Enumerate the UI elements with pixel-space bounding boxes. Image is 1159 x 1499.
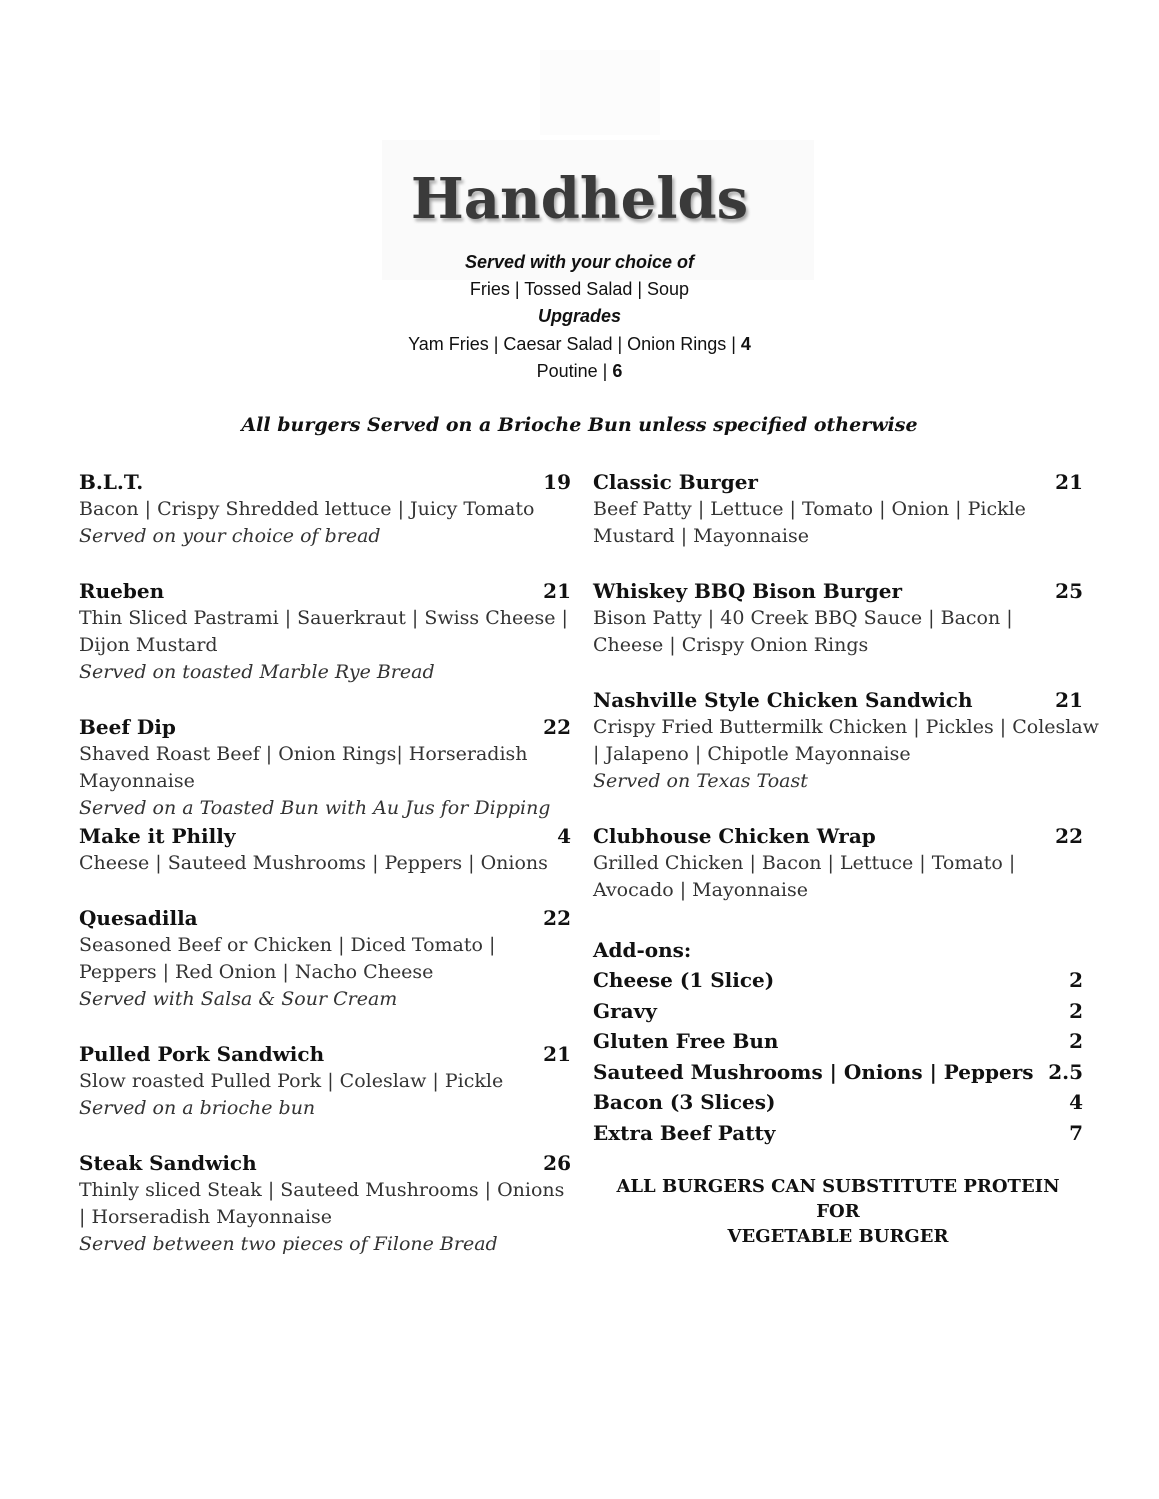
item-served: Served on toasted Marble Rye Bread <box>79 661 435 683</box>
substitute-note <box>593 1174 1083 1249</box>
substitute-note-line-1: ALL BURGERS CAN SUBSTITUTE PROTEIN FOR <box>616 1176 1060 1222</box>
item-description: Crispy Fried Buttermilk Chicken | Pickles | Coleslaw <box>593 716 1099 738</box>
sides-label-text: Served with your choice of <box>464 252 695 272</box>
upgrades-line-1-text: Yam Fries | Caesar Salad | Onion Rings | <box>408 334 741 354</box>
item-description: Beef Patty | Lettuce | Tomato | Onion | Pickle <box>593 498 1026 520</box>
menu-item-nashville-chicken <box>593 687 1099 795</box>
item-price: 22 <box>543 906 571 930</box>
upgrades-line-2-price: 6 <box>612 361 623 381</box>
item-description: Bacon | Crispy Shredded lettuce | Juicy Tomato <box>79 498 535 520</box>
addon-row <box>593 1118 1083 1149</box>
menu-item-pulled-pork <box>79 1041 571 1122</box>
addon-row <box>593 1026 1083 1057</box>
item-price: 21 <box>1055 688 1083 712</box>
item-served: Served with Salsa & Sour Cream <box>79 988 398 1010</box>
item-name: Make it Philly <box>79 824 236 848</box>
item-name: Pulled Pork Sandwich <box>79 1042 325 1066</box>
addon-row <box>593 1087 1083 1118</box>
item-description: Thin Sliced Pastrami | Sauerkraut | Swiss Cheese | <box>79 607 568 629</box>
menu-item-blt <box>79 469 571 550</box>
item-name: Clubhouse Chicken Wrap <box>593 824 876 848</box>
menu-item-whiskey-bbq-bison-burger <box>593 578 1083 659</box>
addon-row <box>593 965 1083 996</box>
item-price: 19 <box>543 470 571 494</box>
item-description-cont: | Horseradish Mayonnaise <box>79 1206 333 1228</box>
addons-title: Add-ons: <box>593 938 692 962</box>
bun-note: All burgers Served on a Brioche Bun unless specified otherwise <box>241 414 918 436</box>
substitute-note-line-2: VEGETABLE BURGER <box>727 1226 949 1247</box>
item-name: Quesadilla <box>79 906 198 930</box>
addon-price: 2 <box>1069 998 1083 1023</box>
addon-name: Cheese (1 Slice) <box>593 968 775 992</box>
addon-name: Gravy <box>593 998 657 1023</box>
item-description-cont: Dijon Mustard <box>79 634 218 656</box>
menu-item-rueben <box>79 578 571 686</box>
addon-price: 4 <box>1069 1090 1083 1114</box>
item-name: Rueben <box>79 579 165 603</box>
item-description-cont: | Jalapeno | Chipotle Mayonnaise <box>593 743 911 765</box>
addon-price: 2.5 <box>1048 1059 1083 1084</box>
upgrades-label-text: Upgrades <box>537 306 622 326</box>
item-name: B.L.T. <box>79 470 144 494</box>
addon-name: Gluten Free Bun <box>593 1029 779 1053</box>
item-price: 22 <box>543 715 571 739</box>
item-description: Bison Patty | 40 Creek BBQ Sauce | Bacon | <box>593 607 1013 629</box>
item-price: 21 <box>543 579 571 603</box>
sides-label <box>0 249 1159 276</box>
upgrades-line-1-price: 4 <box>740 334 751 354</box>
menu-item-make-it-philly <box>79 823 571 877</box>
item-description-cont: Cheese | Crispy Onion Rings <box>593 634 869 656</box>
item-served: Served on a brioche bun <box>79 1097 316 1119</box>
item-description: Seasoned Beef or Chicken | Diced Tomato | <box>79 934 496 956</box>
addon-row <box>593 996 1083 1027</box>
upgrades-label <box>0 303 1159 330</box>
menu-item-clubhouse-wrap <box>593 823 1083 904</box>
item-description-cont: Mayonnaise <box>79 770 195 792</box>
upgrades-line-1 <box>0 331 1159 358</box>
menu-item-classic-burger <box>593 469 1083 550</box>
addon-price: 2 <box>1069 1029 1083 1053</box>
item-price: 21 <box>543 1042 571 1066</box>
item-price: 4 <box>557 824 571 848</box>
item-description: Slow roasted Pulled Pork | Coleslaw | Pickle <box>79 1070 504 1092</box>
item-name: Classic Burger <box>593 470 758 494</box>
item-name: Steak Sandwich <box>79 1151 257 1175</box>
item-price: 25 <box>1055 579 1083 603</box>
addon-price: 7 <box>1069 1120 1083 1145</box>
upgrades-line-2-text: Poutine | <box>536 361 613 381</box>
item-description-cont: Avocado | Mayonnaise <box>593 879 809 901</box>
addon-name: Bacon (3 Slices) <box>593 1090 776 1114</box>
menu-item-steak-sandwich <box>79 1150 571 1258</box>
item-description: Shaved Roast Beef | Onion Rings| Horseradish <box>79 743 528 765</box>
header-background-top <box>540 50 660 135</box>
item-price: 21 <box>1055 470 1083 494</box>
addon-name: Sauteed Mushrooms | Onions | Peppers <box>593 1059 1034 1084</box>
item-served: Served on a Toasted Bun with Au Jus for Dipping <box>79 797 551 819</box>
item-name: Whiskey BBQ Bison Burger <box>593 579 903 603</box>
item-served: Served on Texas Toast <box>593 770 808 792</box>
upgrades-line-2 <box>0 358 1159 385</box>
item-description: Cheese | Sauteed Mushrooms | Peppers | Onions <box>79 852 548 874</box>
item-served: Served between two pieces of Filone Bread <box>79 1233 498 1255</box>
addon-name: Extra Beef Patty <box>593 1120 776 1145</box>
sides-options: Fries | Tossed Salad | Soup <box>469 279 690 299</box>
page-title: Handhelds <box>410 166 749 232</box>
item-description-cont: Peppers | Red Onion | Nacho Cheese <box>79 961 434 983</box>
item-name: Nashville Style Chicken Sandwich <box>593 688 973 712</box>
item-name: Beef Dip <box>79 715 176 739</box>
item-description: Grilled Chicken | Bacon | Lettuce | Tomato | <box>593 852 1016 874</box>
item-description: Thinly sliced Steak | Sauteed Mushrooms | Onions <box>79 1179 565 1201</box>
menu-item-beef-dip <box>79 714 571 822</box>
addon-price: 2 <box>1069 968 1083 992</box>
addon-row <box>593 1057 1083 1088</box>
item-price: 26 <box>543 1151 571 1175</box>
item-description-cont: Mustard | Mayonnaise <box>593 525 809 547</box>
menu-item-quesadilla <box>79 905 571 1013</box>
item-served: Served on your choice of bread <box>79 525 381 547</box>
item-price: 22 <box>1055 824 1083 848</box>
addons-section <box>593 935 1083 1148</box>
